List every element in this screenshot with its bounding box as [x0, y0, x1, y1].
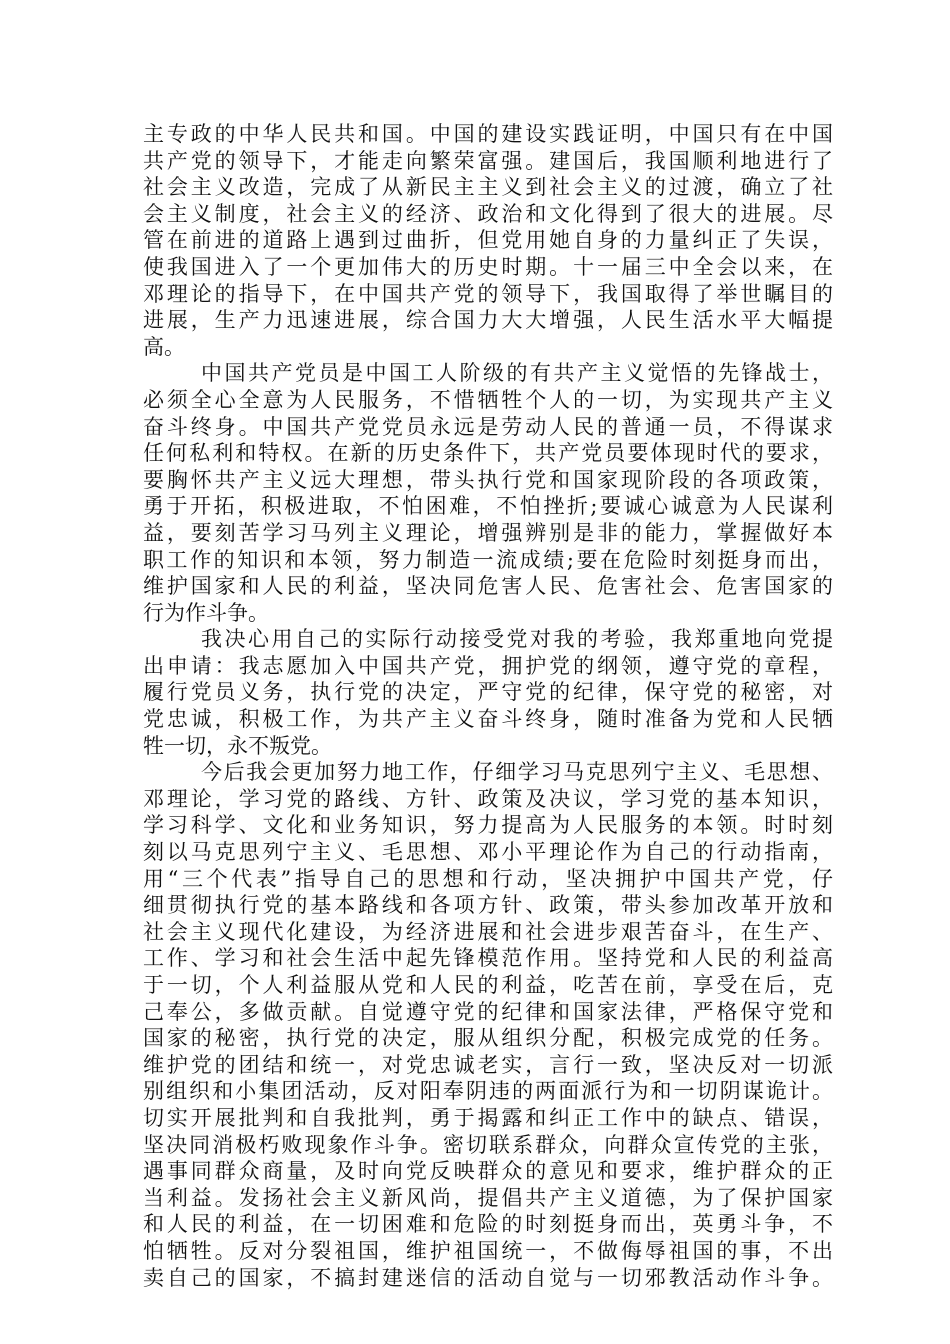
document-text-line: 和人民的利益，在一切困难和危险的时刻挺身而出，英勇斗争，不 — [143, 1212, 833, 1237]
document-text-line: 刻以马克思列宁主义、毛思想、邓小平理论作为自己的行动指南， — [143, 840, 833, 865]
document-text-line: 己奉公，多做贡献。自觉遵守党的纪律和国家法律，严格保守党和 — [143, 999, 833, 1024]
document-text-line: 益，要刻苦学习马列主义理论，增强辨别是非的能力，掌握做好本 — [143, 520, 833, 545]
document-text-line: 奋斗终身。中国共产党党员永远是劳动人民的普通一员，不得谋求 — [143, 414, 833, 439]
document-text-line: 进展，生产力迅速进展，综合国力大大增强，人民生活水平大幅提 — [143, 308, 833, 333]
document-text-line: 维护党的团结和统一，对党忠诚老实，言行一致，坚决反对一切派 — [143, 1052, 833, 1077]
document-text-line: 怕牺牲。反对分裂祖国，维护祖国统一，不做侮辱祖国的事，不出 — [143, 1238, 833, 1263]
document-text-line: 今后我会更加努力地工作，仔细学习马克思列宁主义、毛思想、 — [201, 760, 833, 785]
document-text-line: 高。 — [143, 334, 185, 359]
document-text-line: 主专政的中华人民共和国。中国的建设实践证明，中国只有在中国 — [143, 122, 833, 146]
document-text-line: 会主义制度，社会主义的经济、政治和文化得到了很大的进展。尽 — [143, 201, 833, 226]
document-text-line: 中国共产党员是中国工人阶级的有共产主义觉悟的先锋战士， — [201, 361, 833, 386]
document-text-line: 必须全心全意为人民服务，不惜牺牲个人的一切，为实现共产主义 — [143, 387, 833, 412]
document-text-line: 社会主义现代化建设，为经济进展和社会进步艰苦奋斗，在生产、 — [143, 919, 833, 944]
document-text-line: 任何私利和特权。在新的历史条件下，共产党员要体现时代的要求， — [143, 441, 833, 466]
document-text-line: 切实开展批判和自我批判，勇于揭露和纠正工作中的缺点、错误， — [143, 1105, 833, 1130]
document-text-line: 遇事同群众商量，及时向党反映群众的意见和要求，维护群众的正 — [143, 1159, 833, 1184]
document-body — [143, 121, 833, 1291]
document-text-line: 管在前进的道路上遇到过曲折，但党用她自身的力量纠正了失误， — [143, 228, 833, 253]
document-text-line: 行为作斗争。 — [143, 600, 269, 625]
document-text-line: 工作、学习和社会生活中起先锋模范作用。坚持党和人民的利益高 — [143, 946, 833, 971]
document-text-line: 社会主义改造，完成了从新民主主义到社会主义的过渡，确立了社 — [143, 175, 833, 200]
document-text-line: 邓理论，学习党的路线、方针、政策及决议，学习党的基本知识， — [143, 786, 833, 811]
document-text-line: 邓理论的指导下，在中国共产党的领导下，我国取得了举世瞩目的 — [143, 281, 833, 306]
document-text-line: 当利益。发扬社会主义新风尚，提倡共产主义道德，为了保护国家 — [143, 1185, 833, 1210]
document-text-line: 学习科学、文化和业务知识，努力提高为人民服务的本领。时时刻 — [143, 813, 833, 838]
document-text-line: 我决心用自己的实际行动接受党对我的考验，我郑重地向党提 — [201, 627, 833, 652]
document-text-line: 使我国进入了一个更加伟大的历史时期。十一届三中全会以来，在 — [143, 254, 833, 279]
document-text-line: 出申请：我志愿加入中国共产党，拥护党的纲领，遵守党的章程， — [143, 653, 833, 678]
document-text-line: 履行党员义务，执行党的决定，严守党的纪律，保守党的秘密，对 — [143, 680, 833, 705]
document-text-line: 细贯彻执行党的基本路线和各项方针、政策，带头参加改革开放和 — [143, 893, 833, 918]
document-text-line: 别组织和小集团活动，反对阳奉阴违的两面派行为和一切阴谋诡计。 — [143, 1079, 833, 1104]
document-text-line: 要胸怀共产主义远大理想，带头执行党和国家现阶段的各项政策， — [143, 467, 833, 492]
document-text-line: 卖自己的国家，不搞封建迷信的活动自觉与一切邪教活动作斗争。 — [143, 1265, 833, 1290]
document-text-line: 坚决同消极朽败现象作斗争。密切联系群众，向群众宣传党的主张， — [143, 1132, 833, 1157]
document-text-line: 用“三个代表”指导自己的思想和行动，坚决拥护中国共产党，仔 — [143, 866, 833, 891]
document-text-line: 于一切，个人利益服从党和人民的利益，吃苦在前，享受在后，克 — [143, 973, 833, 997]
document-text-line: 职工作的知识和本领，努力制造一流成绩;要在危险时刻挺身而出， — [143, 547, 833, 572]
document-text-line: 党忠诚，积极工作，为共产主义奋斗终身，随时准备为党和人民牺 — [143, 707, 833, 732]
document-text-line: 共产党的领导下，才能走向繁荣富强。建国后，我国顺利地进行了 — [143, 148, 833, 173]
document-text-line: 维护国家和人民的利益，坚决同危害人民、危害社会、危害国家的 — [143, 574, 833, 599]
document-text-line: 勇于开拓，积极进取，不怕困难，不怕挫折;要诚心诚意为人民谋利 — [143, 494, 833, 519]
document-text-line: 国家的秘密，执行党的决定，服从组织分配，积极完成党的任务。 — [143, 1026, 833, 1051]
document-text-line: 牲一切，永不叛党。 — [143, 733, 332, 758]
